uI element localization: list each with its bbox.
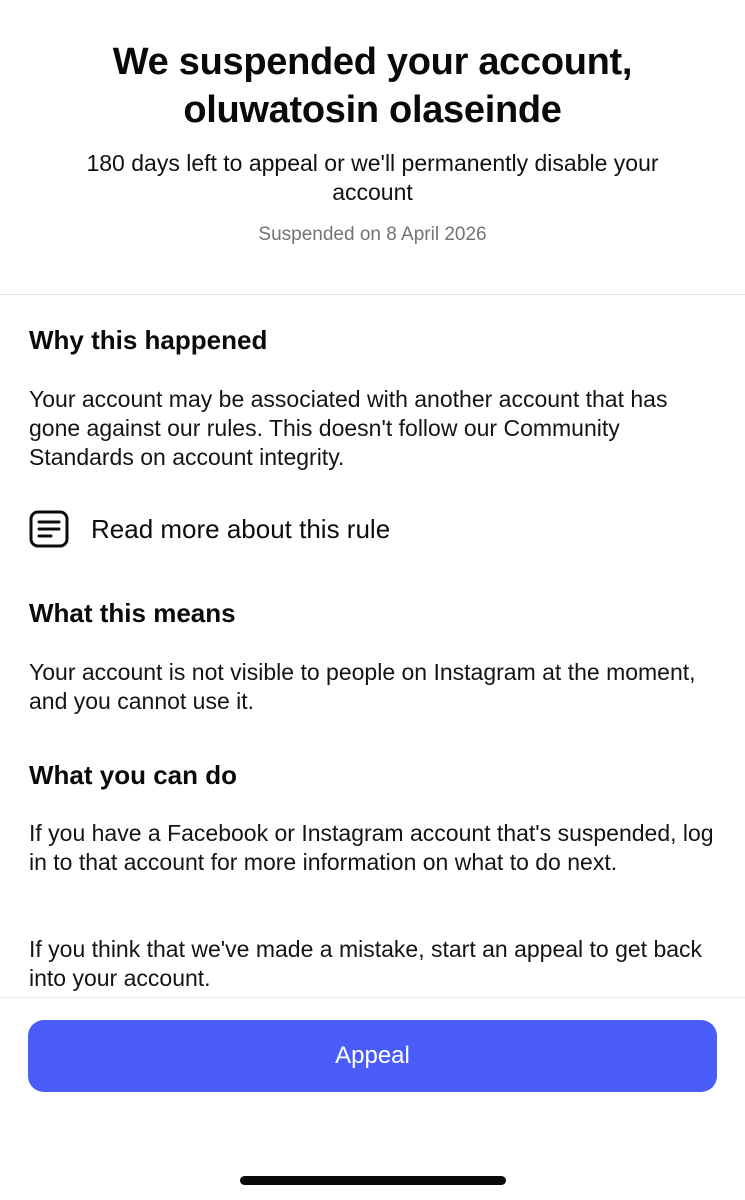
header-divider <box>0 294 745 295</box>
what-this-means-heading: What this means <box>29 598 236 628</box>
read-more-rule-link[interactable] <box>29 509 390 549</box>
what-you-can-do-text-appeal: If you think that we've made a mistake, start an appeal to get back into your account. <box>29 936 703 991</box>
home-indicator <box>240 1176 506 1185</box>
header <box>0 0 745 295</box>
what-this-means-text: Your account is not visible to people on Instagram at the moment, and you cannot use it. <box>29 659 696 714</box>
suspended-date: Suspended on 8 April 2026 <box>258 224 487 245</box>
document-icon <box>29 509 69 549</box>
appeal-deadline-subtitle: 180 days left to appeal or we'll permanently disable your account <box>86 150 659 205</box>
read-more-rule-label: Read more about this rule <box>91 514 391 544</box>
footer-divider <box>0 997 745 998</box>
what-you-can-do-text-login: If you have a Facebook or Instagram account that's suspended, log in to that account for more information on what to do next. <box>29 820 714 875</box>
appeal-button[interactable]: Appeal <box>28 1020 717 1092</box>
what-you-can-do-heading: What you can do <box>29 760 237 790</box>
why-this-happened-heading: Why this happened <box>29 325 268 355</box>
why-this-happened-text: Your account may be associated with another account that has gone against our rules. This doesn't follow our Community Standards on account integrity. <box>29 386 668 470</box>
page-title: We suspended your account, oluwatosin olaseinde <box>112 41 633 131</box>
